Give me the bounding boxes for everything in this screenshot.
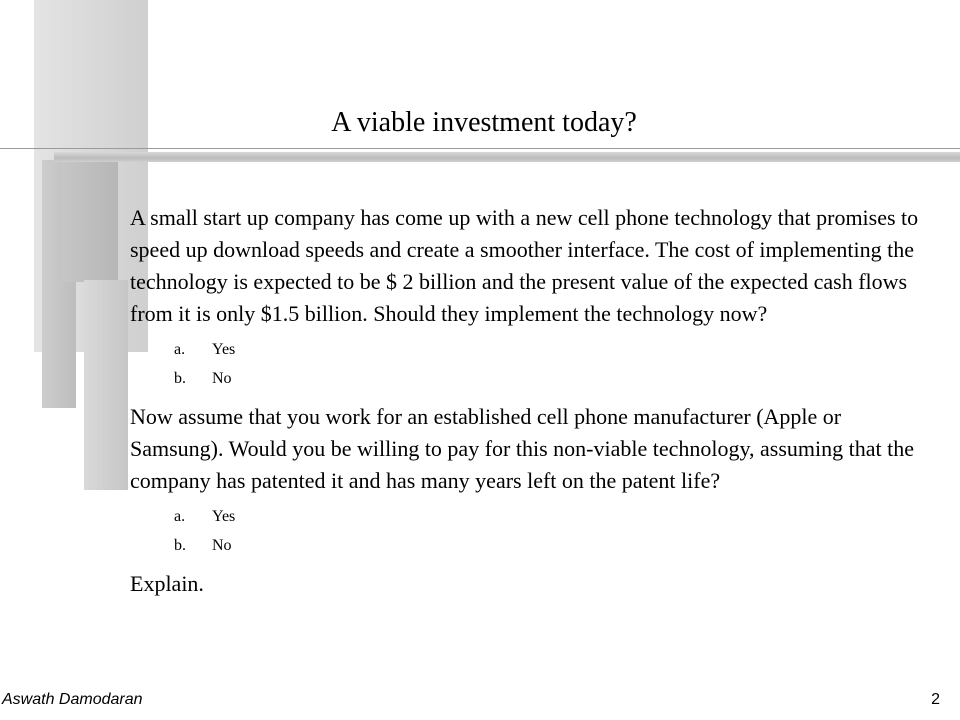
- title-rule-thin: [0, 148, 960, 149]
- option-item: [130, 507, 930, 527]
- closing-prompt: Explain.: [130, 571, 204, 596]
- options-list-2: [130, 507, 930, 556]
- footer-author: Aswath Damodaran: [2, 691, 143, 708]
- title-rule-thick: [54, 152, 960, 162]
- options-list-1: [130, 340, 930, 389]
- option-text: No: [212, 370, 232, 387]
- slide-title: A viable investment today?: [331, 107, 637, 138]
- page-number: 2: [931, 691, 940, 708]
- option-item: [130, 369, 930, 389]
- option-label: b.: [174, 370, 186, 387]
- option-label: a.: [174, 508, 186, 525]
- decor-bar-mid: [62, 162, 118, 282]
- question-2: Now assume that you work for an established cell phone manufacturer (Apple or Samsung). Would you be willing to pay for this non-viable technology, assuming that the company has patented it and has many years left on the patent life?: [130, 404, 915, 493]
- slide-title-container: [0, 106, 960, 140]
- question-1: A small start up company has come up with a new cell phone technology that promises to speed up download speeds and create a smoother interface. The cost of implementing the technology is expected to be $ 2 billion and the present value of the expected cash flows from it is only $1.5 billion. Should they implement the technology now?: [130, 205, 919, 326]
- option-label: a.: [174, 341, 186, 358]
- option-item: [130, 536, 930, 556]
- option-item: [130, 340, 930, 360]
- decor-bar-lower: [84, 280, 128, 490]
- slide-body: [130, 202, 930, 600]
- option-text: No: [212, 537, 232, 554]
- option-text: Yes: [212, 341, 236, 358]
- option-label: b.: [174, 537, 186, 554]
- option-text: Yes: [212, 508, 236, 525]
